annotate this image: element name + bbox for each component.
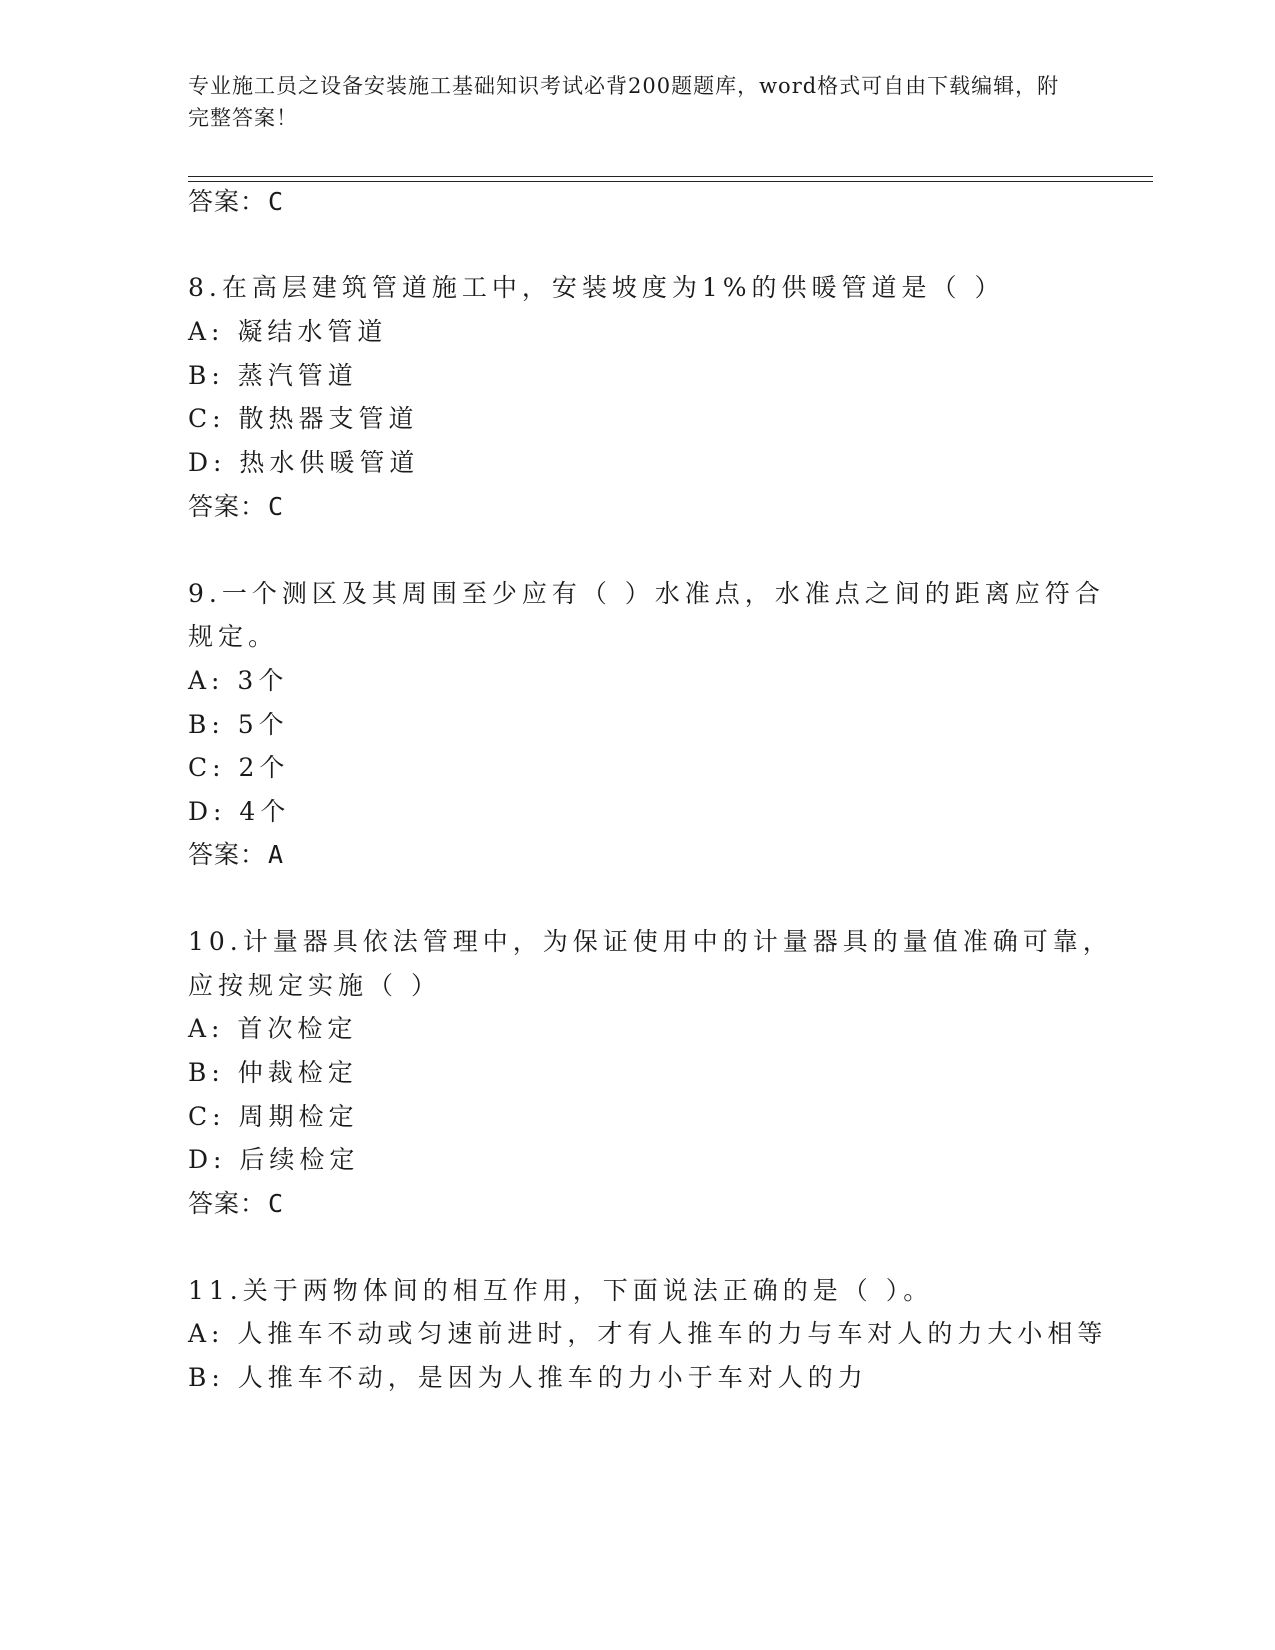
- answer-line: [188, 1188, 284, 1220]
- answer-label: 答案：: [188, 492, 267, 521]
- question-9-option-c: C: 2个: [188, 753, 290, 782]
- question-10-text-line-1: 10.计量器具依法管理中，为保证使用中的计量器具的量值准确可靠，: [188, 927, 1113, 956]
- answer-line: [188, 491, 284, 523]
- question-9-option-b: B: 5个: [188, 710, 289, 739]
- question-8-option-a: A: 凝结水管道: [188, 317, 388, 346]
- answer-value: C: [268, 492, 285, 521]
- answer-value: A: [268, 840, 285, 869]
- question-9-text-line-1: 9.一个测区及其周围至少应有（ ）水准点，水准点之间的距离应符合: [188, 579, 1105, 608]
- question-11-text: 11.关于两物体间的相互作用，下面说法正确的是（ ）。: [188, 1276, 934, 1305]
- question-9-option-d: D: 4个: [188, 797, 291, 826]
- header-rule-bottom: [188, 181, 1153, 182]
- header-rule-top: [188, 176, 1153, 177]
- question-10-option-c: C: 周期检定: [188, 1102, 359, 1131]
- question-10-option-d: D: 后续检定: [188, 1145, 360, 1174]
- question-8-option-b: B: 蒸汽管道: [188, 361, 358, 390]
- answer-label: 答案：: [188, 840, 267, 869]
- question-8-option-d: D: 热水供暖管道: [188, 448, 420, 477]
- question-9-option-a: A: 3个: [188, 666, 289, 695]
- question-9-text-line-2: 规定。: [188, 622, 279, 651]
- question-11-option-b: B: 人推车不动，是因为人推车的力小于车对人的力: [188, 1363, 868, 1392]
- question-8-text: 8.在高层建筑管道施工中，安装坡度为1%的供暖管道是（ ）: [188, 273, 1005, 302]
- answer-label: 答案：: [188, 187, 267, 216]
- question-8-option-c: C: 散热器支管道: [188, 404, 419, 433]
- answer-value: C: [268, 1189, 285, 1218]
- answer-line: [188, 839, 284, 871]
- answer-label: 答案：: [188, 1189, 267, 1218]
- question-11-option-a: A: 人推车不动或匀速前进时，才有人推车的力与车对人的力大小相等: [188, 1319, 1108, 1348]
- answer-value: C: [268, 187, 285, 216]
- question-10-option-b: B: 仲裁检定: [188, 1058, 358, 1087]
- question-10-text-line-2: 应按规定实施（ ）: [188, 971, 441, 1000]
- question-10-option-a: A: 首次检定: [188, 1014, 358, 1043]
- document-header: 专业施工员之设备安装施工基础知识考试必背200题题库，word格式可自由下载编辑，附完整答案！: [188, 74, 1060, 130]
- answer-line: [188, 186, 284, 218]
